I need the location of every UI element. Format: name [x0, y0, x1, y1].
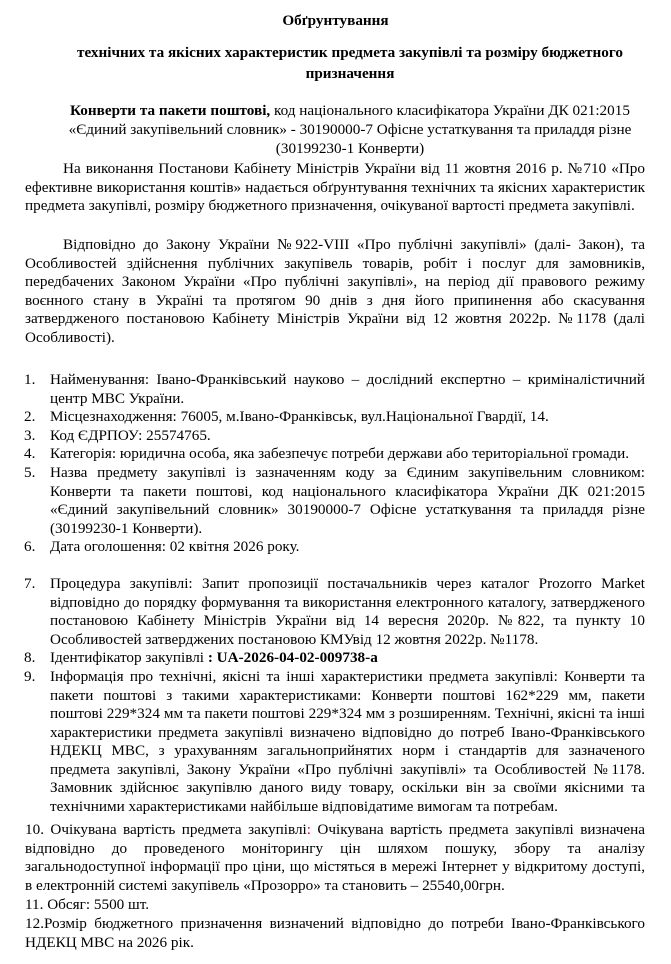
list-item-9	[0, 668, 645, 817]
list-text: Інформація про технічні, якісні та інші характеристики предмета закупівлі: Конверти та пакети поштові з такими характеристиками: Конверти поштові 162*229 мм, пакети поштові 229*324 мм та пакети поштові 229*324 мм з розширенням. Технічні, якісні та інші характеристики предмета закупівлі визначено відповідно до потреб Івано-Франківського НДЕКЦ МВС, з урахуванням загальноприйнятих норм і стандартів для зазначеного предмета закупівлі, Закону України «Про публічні закупівлі» та Особливостей №1178. Замовник здійснює закупівлю даного виду товару, оскільки він за своїми якісними та технічними характеристиками найбільше відповідатиме вимогам та потребам.	[50, 667, 645, 816]
list-item-5	[0, 464, 645, 538]
list-item-8	[0, 649, 645, 668]
list-text: Код ЄДРПОУ: 25574765.	[50, 426, 211, 444]
procurement-subject	[40, 101, 660, 158]
item-10-label: 10. Очікувана вартість предмета закупівлі	[25, 821, 307, 838]
list-number: 6.	[24, 538, 36, 556]
list-text: Процедура закупівлі: Запит пропозиції постачальників через каталог Prozorro Market відповідно до порядку формування та використання електронного каталогу, затвердженого постановою Кабінету Міністрів України від 14 вересня 2020р. №822, та пункту 10 Особливостей затверджених постановою КМУвід 12 жовтня 2022р. №1178.	[50, 574, 645, 648]
list-number: 4.	[24, 445, 36, 463]
intro-paragraph-1: На виконання Постанови Кабінету Міністрів України від 11 жовтня 2016 р. №710 «Про ефективне використання коштів» надається обґрунтування технічних та якісних характеристик предмета закупівлі, розміру бюджетного призначення, очікуваної вартості предмета закупівлі.	[25, 160, 645, 215]
list-text: Категорія: юридична особа, яка забезпечує потреби держави або територіальної громади.	[50, 445, 630, 463]
list-item-4	[0, 445, 645, 464]
list-number: 1.	[24, 371, 36, 388]
details-list	[0, 371, 645, 817]
list-number: 9.	[24, 667, 36, 685]
list-text: Найменування: Івано-Франківський науково – дослідний експертно – криміналістичний центр МВС України.	[50, 371, 645, 407]
intro-paragraph-2: Відповідно до Закону України №922-VIII «Про публічні закупівлі» (далі- Закон), та Особливостей здійснення публічних закупівель товарів, робіт і послуг для замовників, передбачених Законом України «Про публічні закупівлі», на період дії правового режиму воєнного стану в Україні та протягом 90 днів з дня його припинення або скасування затвердженого постановою Кабінету Міністрів України від 12 жовтня 2022р. №1178 (далі Особливості).	[25, 236, 645, 346]
list-number: 8.	[24, 649, 36, 667]
list-number: 3.	[24, 426, 36, 444]
list-item-7	[0, 575, 645, 649]
list-item-3	[0, 427, 645, 446]
list-text: Ідентифікатор закупівлі	[50, 649, 208, 667]
document-title: Обґрунтування	[282, 12, 389, 29]
list-item-1	[0, 371, 645, 408]
list-item-2	[0, 408, 645, 427]
item-11: 11. Обсяг: 5500 шт.	[25, 896, 150, 913]
list-number: 7.	[24, 574, 36, 592]
item-10	[25, 821, 645, 895]
subject-code: код національного класифікатора України ДК 021:2015 «Єдиний закупівельний словник» - 30190000-7 Офісне устаткування та приладдя різне (30199230-1 Конверти)	[68, 102, 632, 157]
item-10-text: Очікувана вартість предмета закупівлі визначена відповідно до проведеного моніторингу цін шляхом пошуку, збору та аналізу загальнодоступної інформації про ціни, що містяться в мережі Інтернет у відкритому доступі, в електронній системі закупівель «Прозорро» та становить – 25540,00грн.	[25, 821, 645, 894]
list-item-6	[0, 538, 645, 557]
list-text: Назва предмету закупівлі із зазначенням коду за Єдиним закупівельним словником: Конверти та пакети поштові, код національного класифікатора України ДК 021:2015 «Єдиний закупівельний словник» 30190000-7 Офісне устаткування та приладдя різне (30199230-1 Конверти).	[50, 463, 645, 537]
item-12: 12.Розмір бюджетного призначення визначений відповідно до потреби Івано-Франківського НДЕКЦ МВС на 2026 рік.	[25, 915, 645, 951]
item-10-colon: :	[306, 821, 311, 838]
subject-name: Конверти та пакети поштові,	[70, 102, 271, 119]
list-text: Дата оголошення: 02 квітня 2026 року.	[50, 538, 300, 556]
list-number: 5.	[24, 463, 36, 481]
procurement-id: : UA-2026-04-02-009738-a	[207, 649, 378, 667]
list-number: 2.	[24, 408, 36, 426]
list-text: Місцезнаходження: 76005, м.Івано-Франківськ, вул.Національної Гвардії, 14.	[50, 408, 549, 426]
document-subtitle: технічних та якісних характеристик предмета закупівлі та розміру бюджетного призначення	[77, 44, 623, 82]
